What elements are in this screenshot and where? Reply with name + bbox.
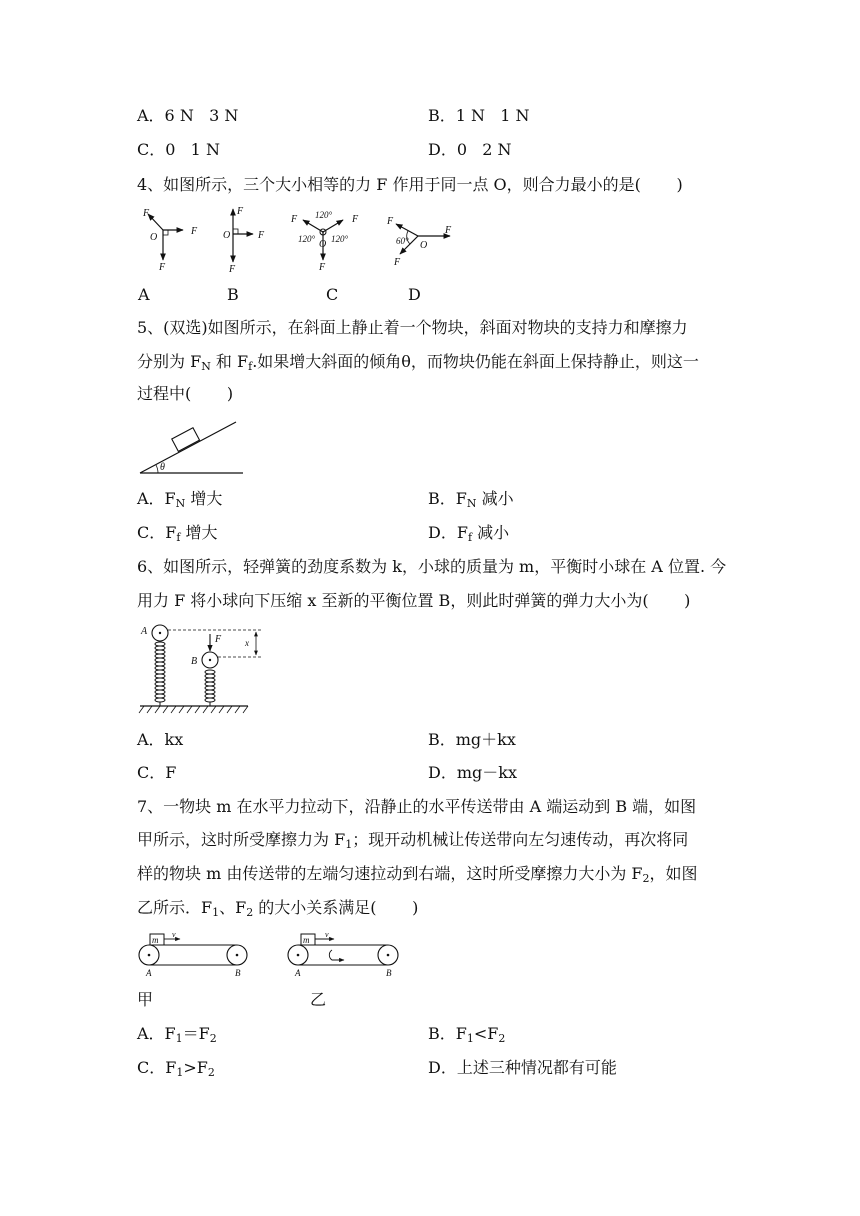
q4-c-label-f3: F	[319, 262, 326, 273]
q4-diagram-a	[142, 208, 198, 273]
q4-a-label-f2: F	[191, 226, 198, 237]
q6-stem-line2: 用力 F 将小球向下压缩 x 至新的平衡位置 B，则此时弹簧的弹力大小为( )	[137, 591, 691, 610]
q4-d-label-f3: F	[394, 257, 401, 268]
q3-option-c: C．0 1 N	[137, 140, 220, 159]
q3-option-b: B．1 N 1 N	[428, 106, 530, 125]
q5-incline-diagram	[138, 416, 248, 476]
q7-jia-label-m: m	[152, 935, 159, 945]
q4-caption-a: A	[138, 285, 150, 304]
q4-c-label-f1: F	[291, 214, 298, 225]
q4-d-label-f2: F	[445, 225, 452, 236]
q7-stem-line1: 7、一物块 m 在水平力拉动下，沿静止的水平传送带由 A 端运动到 B 端，如图	[137, 797, 697, 816]
q4-stem: 4、如图所示，三个大小相等的力 F 作用于同一点 O，则合力最小的是( )	[137, 175, 683, 194]
q4-b-label-f1: F	[237, 206, 244, 217]
q4-caption-b: B	[227, 285, 239, 304]
q4-d-angle: 60°	[396, 236, 409, 246]
q7-conveyor-yi	[288, 930, 398, 978]
q6-option-d: D．mg－kx	[428, 763, 517, 782]
q4-caption-c: C	[326, 285, 339, 304]
q5-option-d: D．$F_f$ 减小	[428, 523, 510, 544]
q5-option-a: A．$F_N$ 增大	[137, 489, 223, 510]
q7-option-b: B．$F_1<F_2$	[428, 1024, 506, 1045]
q4-diagram-d	[386, 216, 452, 268]
q7-jia-label-v: v	[172, 930, 176, 939]
q7-stem-line2: 甲所示，这时所受摩擦力为 $F_1$；现开动机械让传送带向左匀速传动，再次将同	[137, 830, 689, 851]
q4-c-angle-top: 120°	[315, 210, 333, 220]
q4-c-angle-left: 120°	[298, 234, 316, 244]
q5-stem-line3: 过程中( )	[137, 384, 234, 403]
q4-a-label-f3: F	[159, 262, 166, 273]
q7-stem-line3: 样的物块 m 由传送带的左端匀速拉动到右端，这时所受摩擦力大小为 $F_2$，如图	[137, 864, 698, 885]
q4-c-label-o: O	[319, 239, 327, 250]
q6-spring-diagram	[138, 620, 268, 716]
q5-option-c: C．$F_f$ 增大	[137, 523, 218, 544]
q6-label-a: A	[141, 626, 148, 637]
q5-stem-line2: 分别为 $F_N$ 和 $F_f$.如果增大斜面的倾角θ，而物块仍能在斜面上保持静止，则这一	[137, 352, 699, 373]
q6-option-b: B．mg＋kx	[428, 730, 516, 749]
q4-c-label-f2: F	[352, 214, 359, 225]
q4-diagram-b	[223, 206, 265, 275]
q6-label-f: F	[215, 634, 222, 645]
q7-caption-jia: 甲	[137, 990, 154, 1009]
q4-diagram-c	[290, 210, 359, 273]
q4-c-angle-right: 120°	[331, 234, 349, 244]
q7-jia-label-a: A	[146, 968, 152, 978]
q7-conveyor-jia	[139, 930, 247, 978]
q4-d-label-o: O	[420, 240, 428, 251]
q4-a-label-f1: F	[143, 208, 150, 219]
q7-option-a: A．$F_1=F_2$	[137, 1024, 217, 1045]
q7-yi-label-b: B	[386, 968, 392, 978]
q6-option-a: A．kx	[137, 730, 184, 749]
q4-b-label-f2: F	[258, 230, 265, 241]
q4-b-label-f3: F	[229, 264, 236, 275]
q5-theta-label: θ	[160, 462, 165, 473]
q7-option-d: D．上述三种情况都有可能	[428, 1058, 617, 1077]
q7-conveyor-diagrams	[136, 928, 406, 980]
q5-option-b: B．$F_N$ 减小	[428, 489, 514, 510]
q7-yi-label-a: A	[295, 968, 301, 978]
q7-caption-yi: 乙	[310, 990, 327, 1009]
q6-label-b: B	[191, 656, 198, 667]
q3-option-a: A．6 N 3 N	[137, 106, 239, 125]
q4-caption-d: D	[408, 285, 421, 304]
q3-option-d: D．0 2 N	[428, 140, 512, 159]
q7-yi-label-v: v	[325, 930, 329, 939]
q5-stem-line1: 5、(双选)如图所示，在斜面上静止着一个物块，斜面对物块的支持力和摩擦力	[137, 318, 688, 337]
q4-force-diagrams	[138, 204, 468, 276]
q7-stem-line4: 乙所示．$F_1$、$F_2$ 的大小关系满足( )	[137, 898, 419, 919]
q7-yi-label-m: m	[303, 935, 310, 945]
q4-d-label-f1: F	[387, 216, 394, 227]
q4-b-label-o: O	[223, 230, 231, 241]
q6-stem-line1: 6、如图所示，轻弹簧的劲度系数为 k，小球的质量为 m，平衡时小球在 A 位置. 今	[137, 557, 727, 576]
q7-jia-label-b: B	[235, 968, 241, 978]
q6-label-x: x	[245, 638, 249, 648]
q7-option-c: C．$F_1>F_2$	[137, 1058, 215, 1079]
q4-a-label-o: O	[150, 232, 158, 243]
q6-option-c: C．F	[137, 763, 177, 782]
